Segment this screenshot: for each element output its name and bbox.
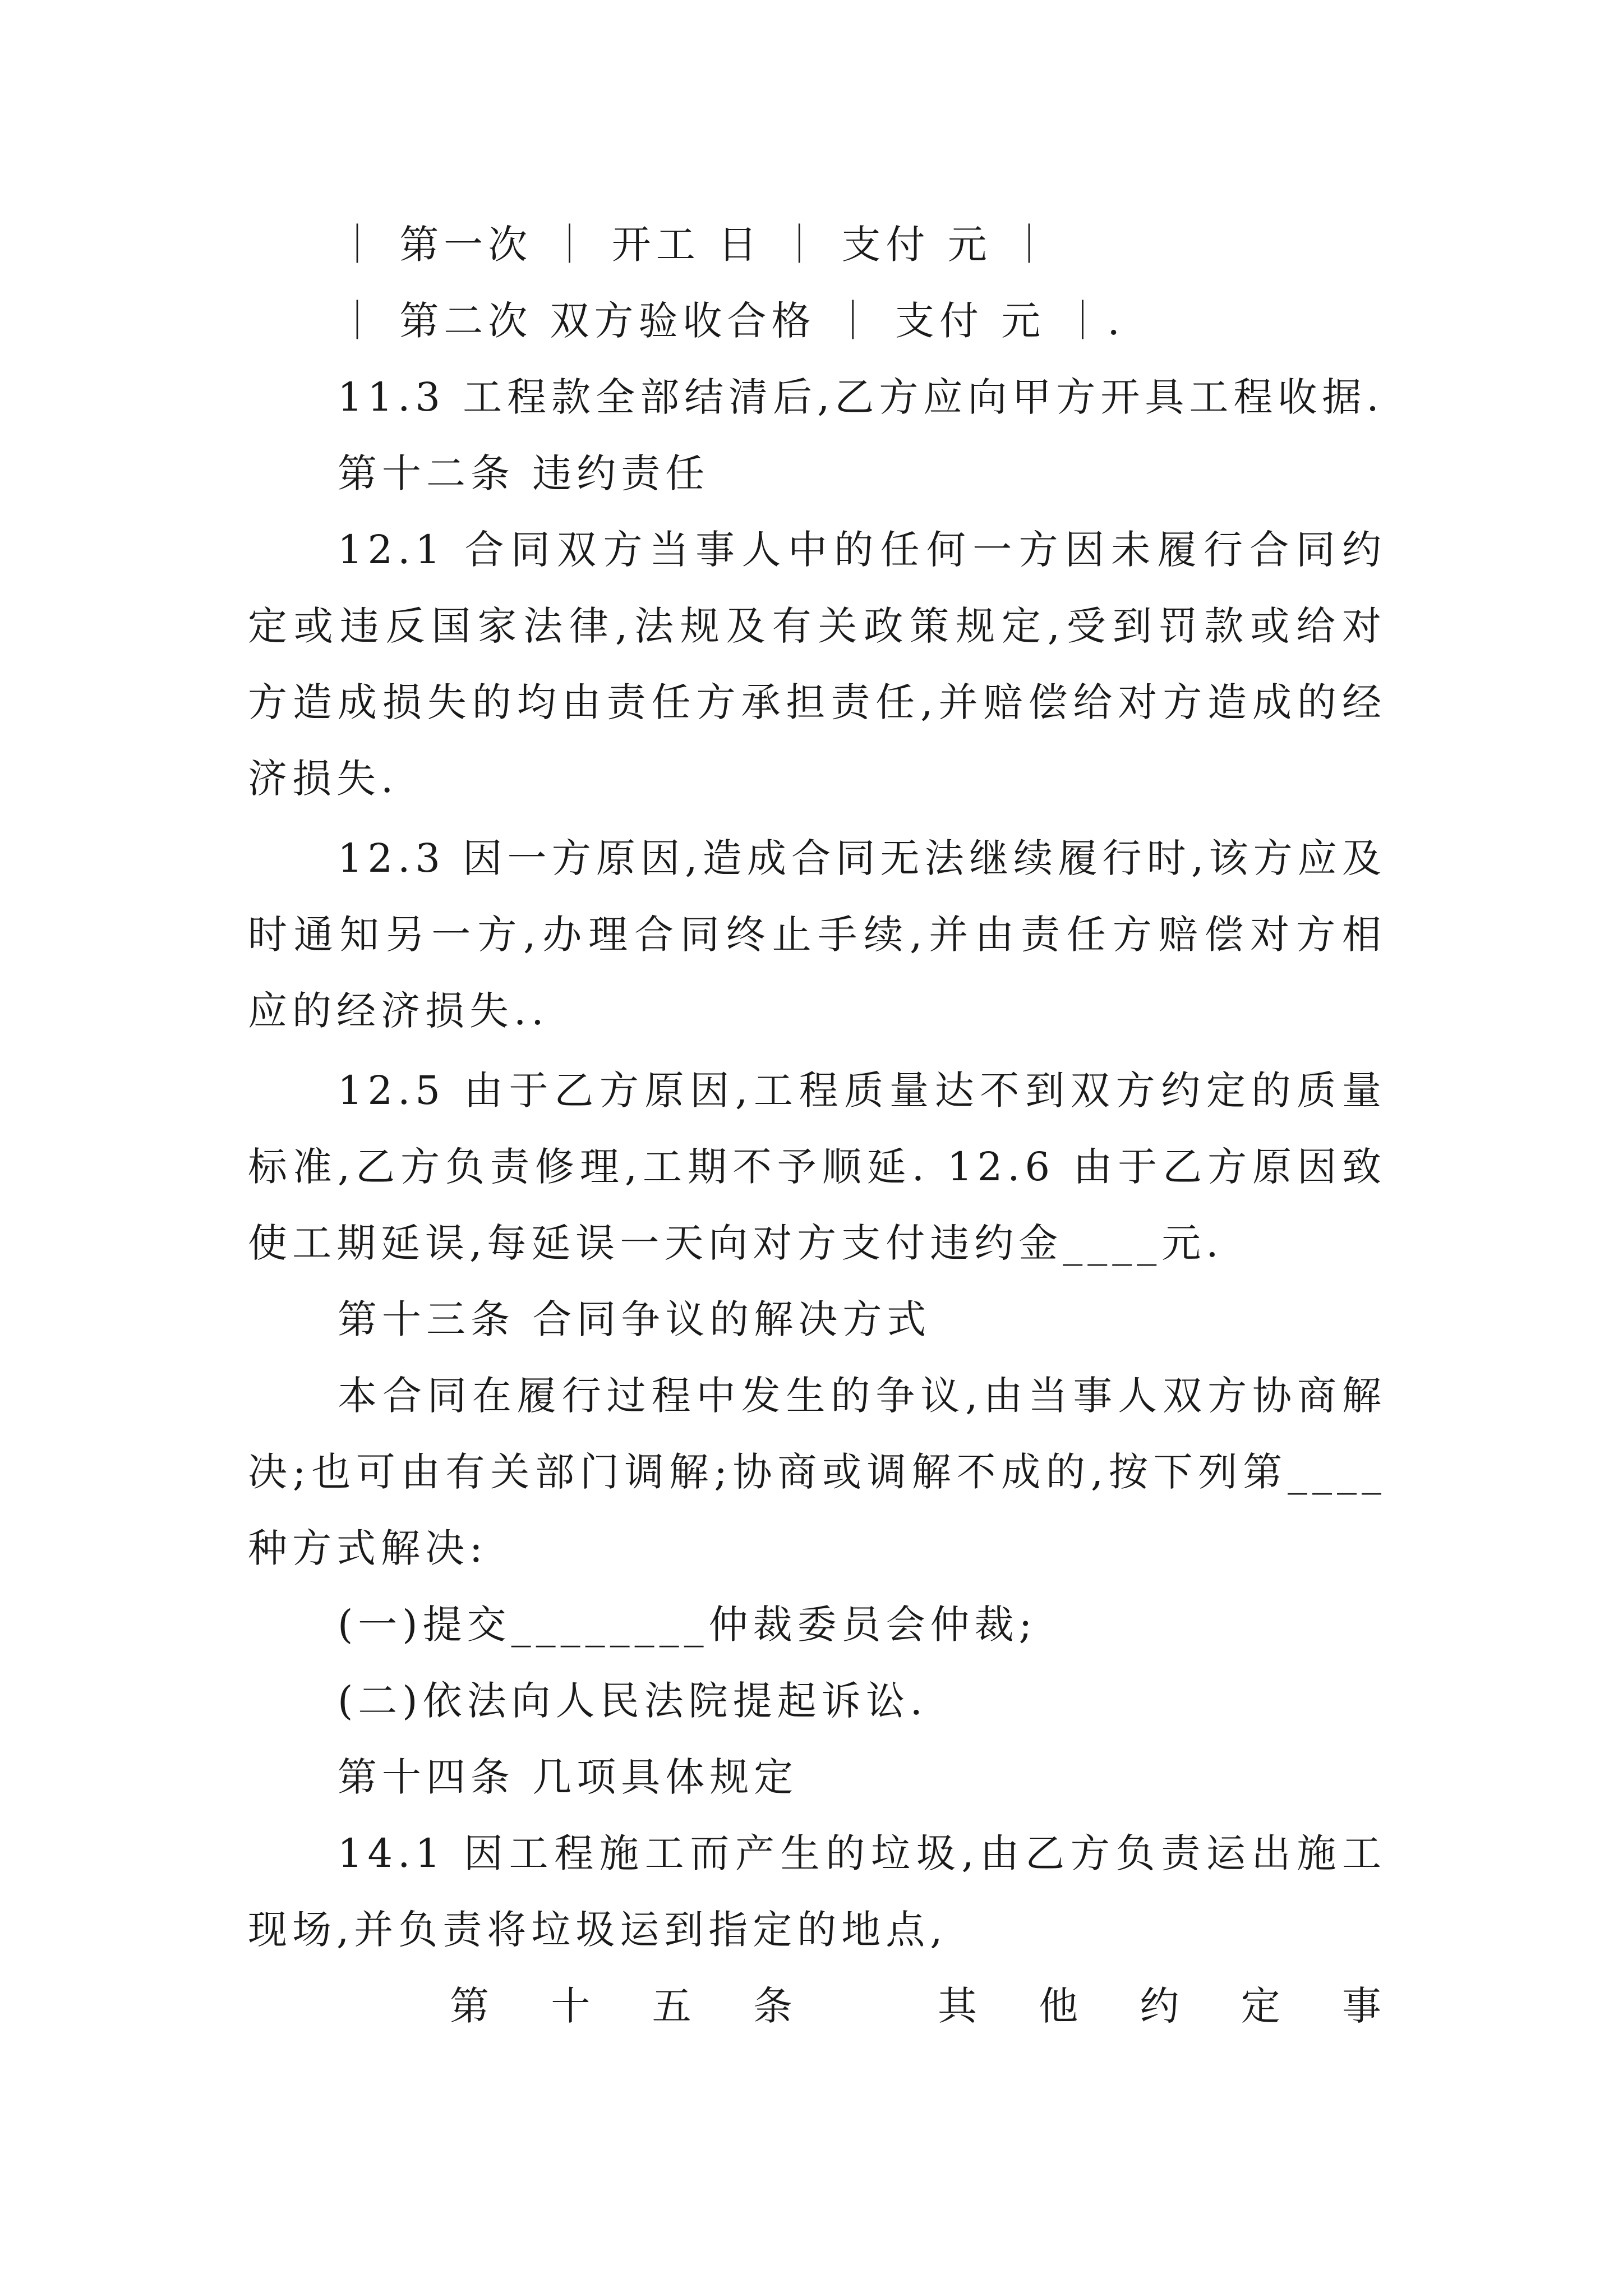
section-15-char: 五 (652, 1983, 697, 2029)
section-14-title: 第十四条 几项具体规定 (338, 1754, 799, 1800)
section-15-char: 其 (938, 1983, 982, 2029)
section-15-label (450, 1968, 797, 2044)
clause-12-3: 12.3 因一方原因,造成合同无法继续履行时,该方应及时通知另一方,办理合同终止手续,并由责任方赔偿对方相应的经济损失.. (248, 835, 1386, 1034)
section-13-title: 第十三条 合同争议的解决方式 (338, 1296, 932, 1342)
clause-11-3: 11.3 工程款全部结清后,乙方应向甲方开具工程收据. (338, 374, 1384, 420)
section-12-title: 第十二条 违约责任 (338, 450, 710, 496)
section-15-heading (938, 1968, 1386, 2044)
clause-12-5: 12.5 由于乙方原因,工程质量达不到双方约定的质量标准,乙方负责修理,工期不予顺延. 12.6 由于乙方原因致使工期延误,每延误一天向对方支付违约金____元. (248, 1068, 1386, 1266)
clause-14-1: 14.1 因工程施工而产生的垃圾,由乙方负责运出施工现场,并负责将垃圾运到指定的地点, (248, 1830, 1386, 1953)
section-15-char: 他 (1039, 1983, 1083, 2029)
payment-row-first: ｜ 第一次 ｜ 开工 日 ｜ 支付 元 ｜ (338, 222, 1054, 268)
section-15-char: 条 (753, 1983, 797, 2029)
document-body (248, 206, 1386, 2044)
section-15-char: 十 (551, 1983, 596, 2029)
section-15-char: 定 (1241, 1983, 1285, 2029)
payment-row-second: ｜ 第二次 双方验收合格 ｜ 支付 元 ｜. (338, 298, 1125, 344)
section-15-char: 事 (1342, 1983, 1386, 2029)
dispute-option-1: (一)提交________仲裁委员会仲裁; (338, 1602, 1038, 1648)
section-15-char: 约 (1140, 1983, 1184, 2029)
section-15-title (248, 1968, 1386, 2044)
section-13-paragraph: 本合同在履行过程中发生的争议,由当事人双方协商解决;也可由有关部门调解;协商或调解不成的,按下列第____种方式解决: (248, 1373, 1386, 1571)
dispute-option-2: (二)依法向人民法院提起诉讼. (338, 1678, 928, 1724)
section-15-char: 第 (450, 1983, 494, 2029)
clause-12-1: 12.1 合同双方当事人中的任何一方因未履行合同约定或违反国家法律,法规及有关政策规定,受到罚款或给对方造成损失的均由责任方承担责任,并赔偿给对方造成的经济损失. (248, 527, 1386, 802)
